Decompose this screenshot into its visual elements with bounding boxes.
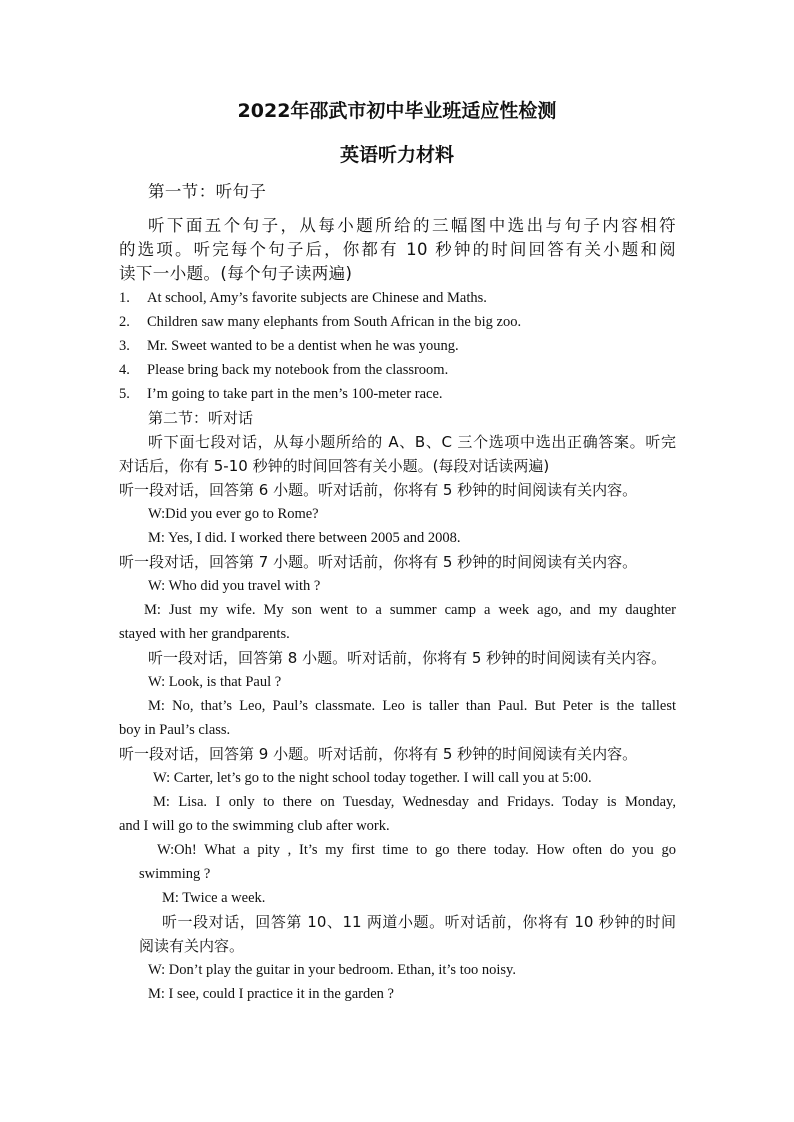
dialogue-instruction: 听一段对话，回答第 7 小题。听对话前，你将有 5 秒钟的时间阅读有关内容。 (119, 553, 638, 571)
sentence-number: 4. (119, 362, 130, 378)
section1-heading: 第一节：听句子 (148, 182, 267, 201)
sentence-item (119, 311, 521, 333)
sentence-item (119, 383, 443, 405)
dialogue-line: M: No, that’s Leo, Paul’s classmate. Leo is taller than Paul. But Peter is the tallest (148, 698, 676, 714)
sentence-item (119, 287, 487, 309)
sentence-text: Mr. Sweet wanted to be a dentist when he was young. (147, 338, 459, 354)
dialogue-instruction: 听一段对话，回答第 9 小题。听对话前，你将有 5 秒钟的时间阅读有关内容。 (119, 745, 638, 763)
dialogue-line: M: Just my wife. My son went to a summer camp a week ago, and my daughter (144, 602, 676, 618)
dialogue-line: and I will go to the swimming club after work. (119, 818, 390, 834)
sentence-item (119, 335, 459, 357)
dialogue-instruction: 听一段对话，回答第 10、11 两道小题。听对话前，你将有 10 秒钟的时间 (162, 913, 676, 931)
dialogue-line: W:Oh! What a pity , It’s my first time to go there today. How often do you go (157, 842, 676, 858)
sentence-text: At school, Amy’s favorite subjects are Chinese and Maths. (147, 290, 487, 306)
sentence-text: I’m going to take part in the men’s 100-meter race. (147, 386, 443, 402)
dialogue-line: swimming ? (139, 866, 211, 882)
dialogue-line: W: Carter, let’s go to the night school today together. I will call you at 5:00. (153, 770, 592, 786)
section1-instruction-line: 的选项。听完每个句子后，你都有 10 秒钟的时间回答有关小题和阅 (119, 240, 676, 259)
dialogue-instruction: 听一段对话，回答第 6 小题。听对话前，你将有 5 秒钟的时间阅读有关内容。 (119, 481, 638, 499)
section2-instruction-line: 对话后，你有 5-10 秒钟的时间回答有关小题。(每段对话读两遍) (119, 457, 550, 475)
dialogue-instruction: 听一段对话，回答第 8 小题。听对话前，你将有 5 秒钟的时间阅读有关内容。 (148, 649, 667, 667)
sentence-text: Please bring back my notebook from the classroom. (147, 362, 449, 378)
dialogue-line: W:Did you ever go to Rome? (148, 506, 319, 522)
section1-instruction-line: 听下面五个句子，从每小题所给的三幅图中选出与句子内容相符 (148, 216, 676, 235)
section1-instruction-line: 读下一小题。(每个句子读两遍) (119, 264, 353, 283)
dialogue-line: M: Lisa. I only to there on Tuesday, Wednesday and Fridays. Today is Monday, (153, 794, 676, 810)
section2-instruction-line: 听下面七段对话，从每小题所给的 A、B、C 三个选项中选出正确答案。听完 (148, 433, 676, 451)
dialogue-line: W: Look, is that Paul ? (148, 674, 282, 690)
dialogue-line: M: Twice a week. (162, 890, 266, 906)
dialogue-instruction: 阅读有关内容。 (139, 937, 245, 955)
sentence-text: Children saw many elephants from South African in the big zoo. (147, 314, 522, 330)
dialogue-line: boy in Paul’s class. (119, 722, 231, 738)
sentence-number: 3. (119, 338, 130, 354)
page-title: 2022年邵武市初中毕业班适应性检测 (237, 100, 557, 122)
dialogue-line: M: Yes, I did. I worked there between 2005 and 2008. (148, 530, 461, 546)
section2-heading: 第二节：听对话 (148, 409, 254, 427)
dialogue-line: stayed with her grandparents. (119, 626, 290, 642)
sentence-item (119, 359, 448, 381)
dialogue-line: M: I see, could I practice it in the garden ? (148, 986, 394, 1002)
dialogue-line: W: Don’t play the guitar in your bedroom. Ethan, it’s too noisy. (148, 962, 516, 978)
dialogue-line: W: Who did you travel with ? (148, 578, 321, 594)
sentence-number: 1. (119, 290, 130, 306)
sentence-number: 2. (119, 314, 130, 330)
sentence-number: 5. (119, 386, 130, 402)
page-subtitle: 英语听力材料 (339, 144, 454, 166)
